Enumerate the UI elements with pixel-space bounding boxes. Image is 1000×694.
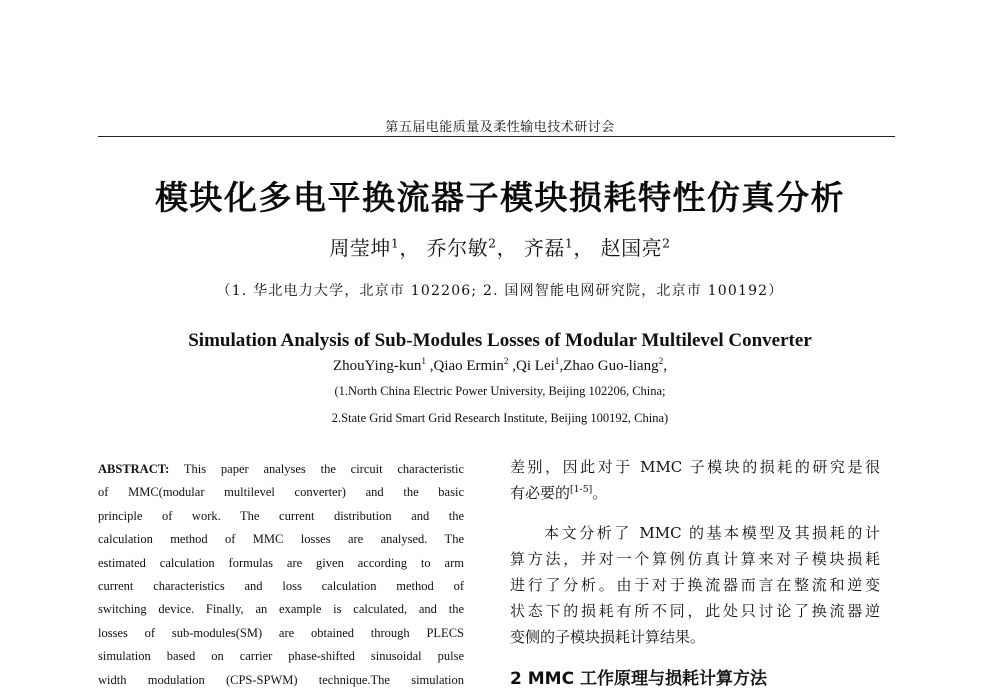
author-affiliation-mark: 1 xyxy=(390,235,400,251)
abstract-line: width modulation (CPS-SPWM) technique.The simulation xyxy=(98,672,464,687)
abstract-line: switching device. Finally, an example is calculated, and the xyxy=(98,602,464,617)
abstract-text: This paper analyses the circuit characteristic xyxy=(183,462,464,476)
abstract-line: calculation method of MMC losses are analysed. The xyxy=(98,532,464,547)
body-line: 本文分析了 MMC 的基本模型及其损耗的计 xyxy=(544,524,880,542)
author-separator: ， xyxy=(399,236,420,260)
abstract-column xyxy=(98,458,464,692)
author-affiliation-mark: 2 xyxy=(662,235,671,251)
author-affiliation-mark: 2 xyxy=(488,235,497,251)
paper-title-en: Simulation Analysis of Sub-Modules Losses of Modular Multilevel Converter xyxy=(188,330,812,351)
affiliation-en-line: (1.North China Electric Power University, Beijing 102206, China; xyxy=(334,384,666,398)
author-name: 周莹坤 xyxy=(329,236,391,260)
author-separator: , xyxy=(508,358,517,374)
conference-header: 第五届电能质量及柔性输电技术研讨会 xyxy=(385,120,615,135)
body-line: 状态下的损耗有所不同，此处只讨论了换流器逆 xyxy=(510,602,880,620)
paragraph-gap xyxy=(510,650,880,664)
paragraph-gap xyxy=(510,506,880,520)
abstract-line: estimated calculation formulas are given according to arm xyxy=(98,555,464,570)
authors-en xyxy=(0,358,1000,375)
author-affiliation-mark: 1 xyxy=(554,357,560,367)
authors-cn xyxy=(0,232,1000,261)
abstract-line: simulation based on carrier phase-shifted sinusoidal pulse xyxy=(98,649,464,664)
author-separator: ， xyxy=(573,236,594,260)
author-name: ZhouYing-kun xyxy=(332,358,422,374)
author-name: 赵国亮 xyxy=(600,236,663,260)
author-name: 齐磊 xyxy=(523,236,565,260)
author-separator: , xyxy=(425,358,434,374)
abstract-first-line xyxy=(98,458,464,481)
author-name: Zhao Guo-liang xyxy=(563,358,659,374)
abstract-line: principle of work. The current distribution and the xyxy=(98,508,464,523)
affiliations-cn: （1. 华北电力大学，北京市 102206; 2. 国网智能电网研究院，北京市 100192） xyxy=(216,283,784,299)
abstract-line: losses of sub-modules(SM) are obtained through PLECS xyxy=(98,625,464,640)
author-separator: , xyxy=(663,358,667,374)
affiliation-en-line: 2.State Grid Smart Grid Research Institute, Beijing 100192, China) xyxy=(331,411,669,425)
author-affiliation-mark: 2 xyxy=(658,357,664,367)
author-name: Qi Lei xyxy=(516,358,555,374)
citation-ref: [1-5] xyxy=(570,484,593,495)
body-column-right xyxy=(510,454,880,694)
section-heading: 2 MMC 工作原理与损耗计算方法 xyxy=(510,669,767,689)
author-affiliation-mark: 2 xyxy=(503,357,509,367)
author-affiliation-mark: 1 xyxy=(564,235,574,251)
body-line: 算方法，并对一个算例仿真计算来对子模块损耗 xyxy=(510,550,880,568)
body-line: 进行了分析。由于对于换流器而言在整流和逆变 xyxy=(510,576,880,594)
header-divider xyxy=(98,136,895,137)
abstract-line: of MMC(modular multilevel converter) and the basic xyxy=(98,485,464,500)
author-name: 乔尔敏 xyxy=(426,236,489,260)
paper-title-cn: 模块化多电平换流器子模块损耗特性仿真分析 xyxy=(155,178,845,217)
body-line: 变侧的子模块损耗计算结果。 xyxy=(510,628,706,646)
body-line xyxy=(510,480,880,506)
author-separator: ， xyxy=(496,236,518,260)
body-line: 差别，因此对于 MMC 子模块的损耗的研究是很 xyxy=(510,458,880,476)
author-affiliation-mark: 1 xyxy=(421,357,426,367)
abstract-label: ABSTRACT: xyxy=(98,462,170,476)
body-text: 有必要的 xyxy=(510,484,571,502)
abstract-line: current characteristics and loss calculation method of xyxy=(98,578,464,593)
body-text: 。 xyxy=(592,484,608,502)
author-separator: , xyxy=(559,358,564,374)
author-name: Qiao Ermin xyxy=(433,358,504,374)
